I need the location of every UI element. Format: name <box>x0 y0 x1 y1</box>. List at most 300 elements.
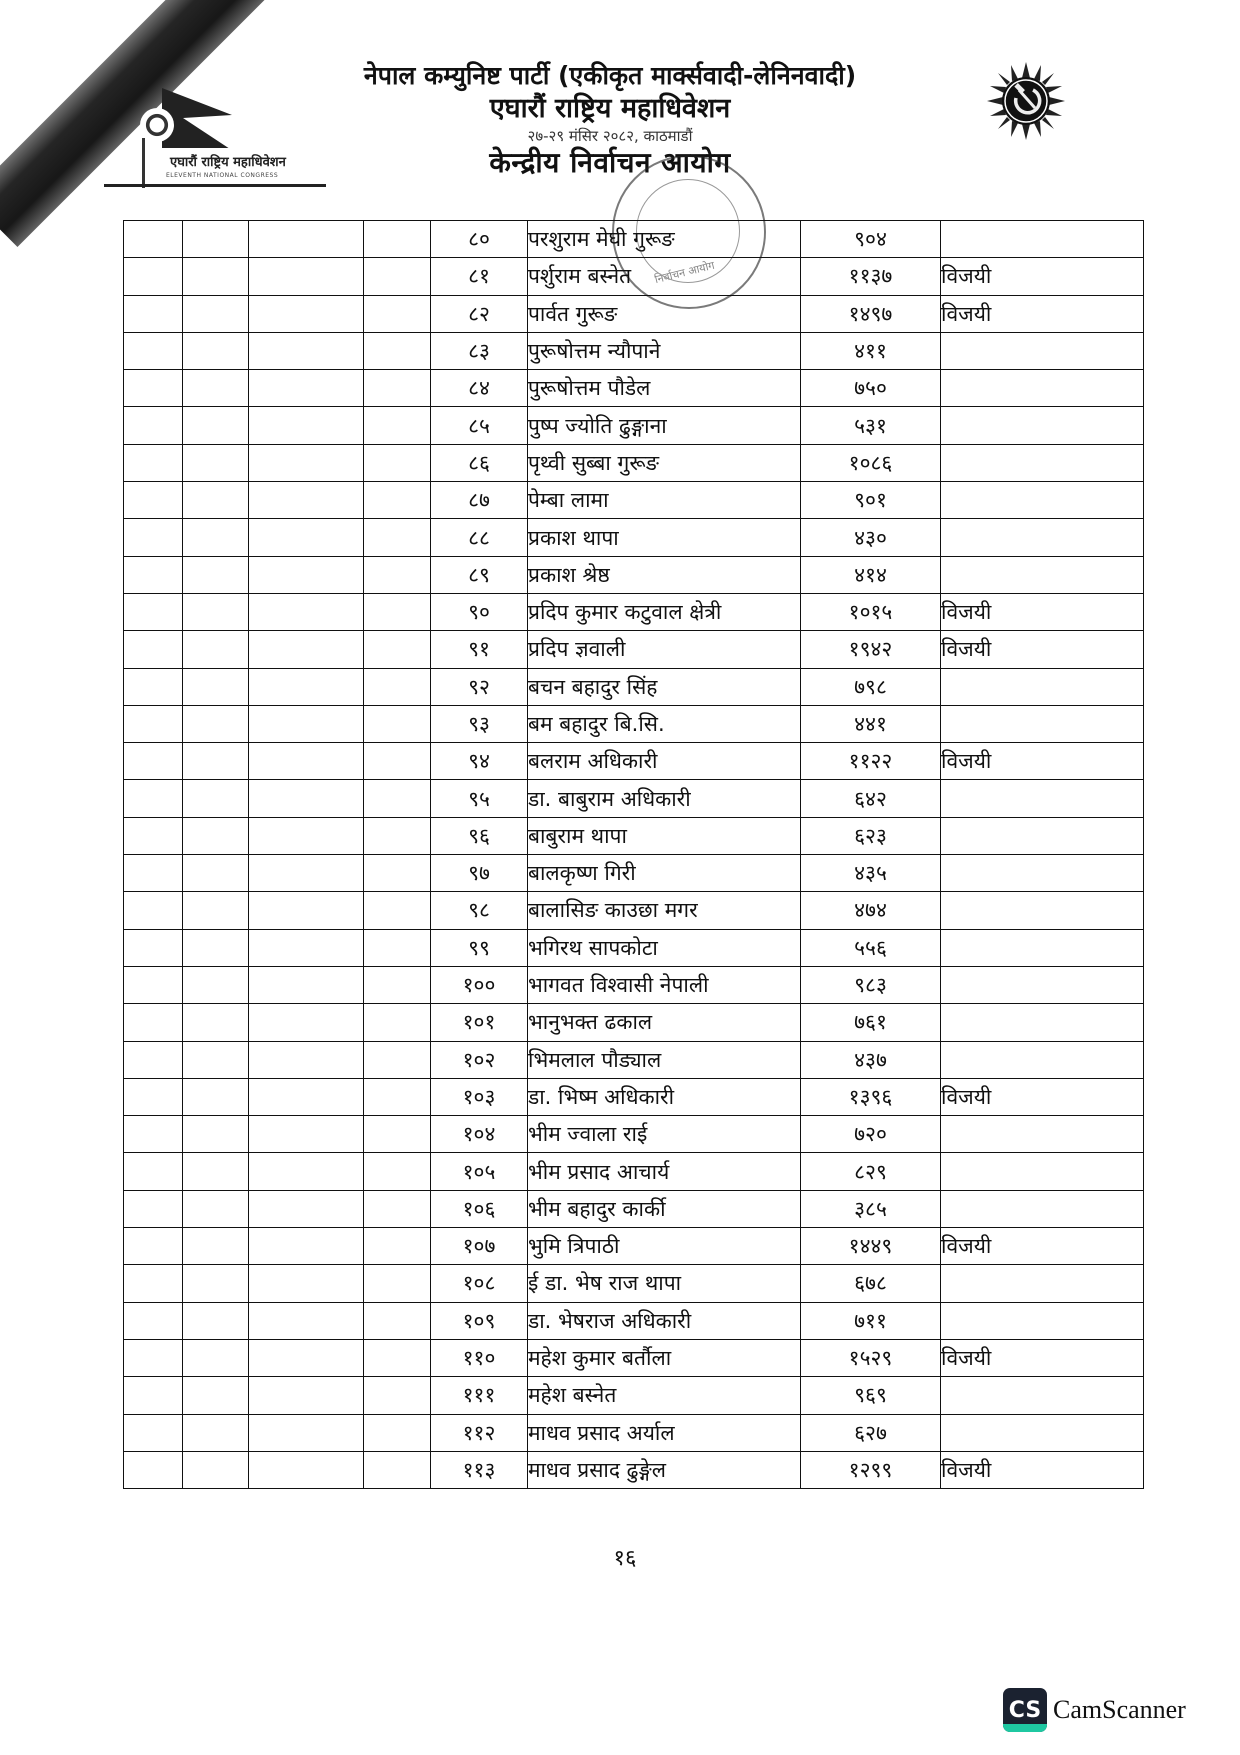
table-row <box>124 780 1144 817</box>
document-header <box>340 60 880 180</box>
table-row <box>124 1078 1144 1115</box>
table-row <box>124 929 1144 966</box>
table-row <box>124 1116 1144 1153</box>
empty-cell <box>183 1153 249 1190</box>
table-row <box>124 668 1144 705</box>
empty-cell <box>249 1377 364 1414</box>
serial-number: ८० <box>431 221 528 258</box>
candidate-name: भीम प्रसाद आचार्य <box>528 1153 801 1190</box>
empty-cell <box>249 1041 364 1078</box>
camscanner-logo-icon: CS <box>1003 1688 1047 1732</box>
table-row <box>124 519 1144 556</box>
vote-count: ११२२ <box>801 743 941 780</box>
sun-icon <box>140 108 174 142</box>
empty-cell <box>124 743 183 780</box>
result-status <box>941 1041 1144 1078</box>
candidate-name: माधव प्रसाद ढुङ्गेल <box>528 1451 801 1488</box>
result-status <box>941 556 1144 593</box>
empty-cell <box>183 855 249 892</box>
result-status <box>941 1414 1144 1451</box>
empty-cell <box>364 258 431 295</box>
candidate-name: पृथ्वी सुब्बा गुरूङ <box>528 444 801 481</box>
serial-number: ९० <box>431 593 528 630</box>
commission-title: केन्द्रीय निर्वाचन आयोग <box>489 146 731 179</box>
empty-cell <box>124 1451 183 1488</box>
serial-number: ८५ <box>431 407 528 444</box>
vote-count: ७६१ <box>801 1004 941 1041</box>
table-row <box>124 1302 1144 1339</box>
vote-count: १०८६ <box>801 444 941 481</box>
result-status: विजयी <box>941 631 1144 668</box>
table-row <box>124 1414 1144 1451</box>
empty-cell <box>183 892 249 929</box>
empty-cell <box>124 631 183 668</box>
serial-number: ८३ <box>431 332 528 369</box>
serial-number: १०३ <box>431 1078 528 1115</box>
serial-number: १०७ <box>431 1228 528 1265</box>
empty-cell <box>364 295 431 332</box>
serial-number: १०४ <box>431 1116 528 1153</box>
vote-count: १९४२ <box>801 631 941 668</box>
vote-count: ४४१ <box>801 705 941 742</box>
empty-cell <box>249 332 364 369</box>
vote-count: ७११ <box>801 1302 941 1339</box>
candidate-name: बालासिङ काउछा मगर <box>528 892 801 929</box>
serial-number: ८२ <box>431 295 528 332</box>
empty-cell <box>364 929 431 966</box>
table-row <box>124 407 1144 444</box>
serial-number: १०१ <box>431 1004 528 1041</box>
empty-cell <box>249 295 364 332</box>
empty-cell <box>183 668 249 705</box>
candidate-name: पुरूषोत्तम न्यौपाने <box>528 332 801 369</box>
empty-cell <box>124 258 183 295</box>
camscanner-watermark <box>1003 1688 1186 1732</box>
table-row <box>124 295 1144 332</box>
empty-cell <box>124 593 183 630</box>
table-row <box>124 258 1144 295</box>
empty-cell <box>249 482 364 519</box>
page-number: १६ <box>613 1546 637 1571</box>
empty-cell <box>249 370 364 407</box>
empty-cell <box>364 556 431 593</box>
candidate-name: बालकृष्ण गिरी <box>528 855 801 892</box>
result-status <box>941 966 1144 1003</box>
empty-cell <box>249 743 364 780</box>
table-row <box>124 855 1144 892</box>
serial-number: ९१ <box>431 631 528 668</box>
empty-cell <box>249 1414 364 1451</box>
serial-number: ९८ <box>431 892 528 929</box>
empty-cell <box>364 1302 431 1339</box>
candidate-name: बम बहादुर बि.सि. <box>528 705 801 742</box>
empty-cell <box>249 1153 364 1190</box>
serial-number: १०५ <box>431 1153 528 1190</box>
empty-cell <box>249 1451 364 1488</box>
result-status <box>941 1265 1144 1302</box>
empty-cell <box>364 1377 431 1414</box>
candidate-name: माधव प्रसाद अर्याल <box>528 1414 801 1451</box>
logo-subtext: ELEVENTH NATIONAL CONGRESS <box>166 172 279 179</box>
candidate-name: पुष्प ज्योति ढुङ्गाना <box>528 407 801 444</box>
result-status: विजयी <box>941 593 1144 630</box>
vote-count: ४३५ <box>801 855 941 892</box>
result-status <box>941 444 1144 481</box>
serial-number: ९२ <box>431 668 528 705</box>
empty-cell <box>124 221 183 258</box>
empty-cell <box>183 743 249 780</box>
empty-cell <box>183 929 249 966</box>
empty-cell <box>249 780 364 817</box>
result-status <box>941 221 1144 258</box>
empty-cell <box>364 1228 431 1265</box>
result-status <box>941 1153 1144 1190</box>
empty-cell <box>249 1078 364 1115</box>
candidate-name: पुरूषोत्तम पौडेल <box>528 370 801 407</box>
vote-count: १४९७ <box>801 295 941 332</box>
empty-cell <box>249 1004 364 1041</box>
empty-cell <box>183 1078 249 1115</box>
serial-number: १०९ <box>431 1302 528 1339</box>
result-status <box>941 668 1144 705</box>
empty-cell <box>249 1228 364 1265</box>
result-status <box>941 929 1144 966</box>
vote-count: १०१५ <box>801 593 941 630</box>
empty-cell <box>183 407 249 444</box>
table-row <box>124 482 1144 519</box>
serial-number: ११३ <box>431 1451 528 1488</box>
logo-text: एघारौं राष्ट्रिय महाधिवेशन <box>170 155 286 170</box>
vote-count: ७९८ <box>801 668 941 705</box>
empty-cell <box>364 743 431 780</box>
table-row <box>124 1041 1144 1078</box>
serial-number: ८६ <box>431 444 528 481</box>
table-row <box>124 1228 1144 1265</box>
table-row <box>124 556 1144 593</box>
table-row <box>124 221 1144 258</box>
serial-number: ८१ <box>431 258 528 295</box>
serial-number: १११ <box>431 1377 528 1414</box>
empty-cell <box>124 444 183 481</box>
result-status: विजयी <box>941 295 1144 332</box>
empty-cell <box>249 1190 364 1227</box>
empty-cell <box>124 482 183 519</box>
convention-logo <box>102 78 326 190</box>
empty-cell <box>249 855 364 892</box>
result-status <box>941 705 1144 742</box>
empty-cell <box>249 258 364 295</box>
table-row <box>124 1339 1144 1376</box>
empty-cell <box>249 705 364 742</box>
empty-cell <box>364 1451 431 1488</box>
empty-cell <box>364 966 431 1003</box>
table-row <box>124 705 1144 742</box>
vote-count: ५३१ <box>801 407 941 444</box>
empty-cell <box>249 892 364 929</box>
empty-cell <box>183 1228 249 1265</box>
empty-cell <box>249 1265 364 1302</box>
serial-number: ९५ <box>431 780 528 817</box>
serial-number: ९३ <box>431 705 528 742</box>
result-status: विजयी <box>941 1451 1144 1488</box>
vote-count: ६२३ <box>801 817 941 854</box>
serial-number: ८७ <box>431 482 528 519</box>
empty-cell <box>183 1302 249 1339</box>
empty-cell <box>364 1153 431 1190</box>
serial-number: १०६ <box>431 1190 528 1227</box>
vote-count: १४४९ <box>801 1228 941 1265</box>
convention-title: एघारौं राष्ट्रिय महाधिवेशन <box>489 93 731 124</box>
empty-cell <box>364 1414 431 1451</box>
empty-cell <box>249 631 364 668</box>
empty-cell <box>249 929 364 966</box>
empty-cell <box>124 1004 183 1041</box>
empty-cell <box>183 1451 249 1488</box>
empty-cell <box>124 1116 183 1153</box>
result-status <box>941 407 1144 444</box>
empty-cell <box>249 1116 364 1153</box>
vote-count: ९०४ <box>801 221 941 258</box>
empty-cell <box>124 556 183 593</box>
candidate-name: डा. भिष्म अधिकारी <box>528 1078 801 1115</box>
vote-count: ३८५ <box>801 1190 941 1227</box>
candidate-name: बाबुराम थापा <box>528 817 801 854</box>
result-status: विजयी <box>941 1078 1144 1115</box>
vote-count: ९६९ <box>801 1377 941 1414</box>
empty-cell <box>249 221 364 258</box>
result-status <box>941 1302 1144 1339</box>
result-status <box>941 892 1144 929</box>
vote-count: १५२९ <box>801 1339 941 1376</box>
date-place: २७-२९ मंसिर २०८२, काठमाडौं <box>527 127 693 145</box>
empty-cell <box>183 258 249 295</box>
empty-cell <box>183 817 249 854</box>
table-row <box>124 631 1144 668</box>
serial-number: १०२ <box>431 1041 528 1078</box>
candidate-name: प्रकाश थापा <box>528 519 801 556</box>
empty-cell <box>249 407 364 444</box>
empty-cell <box>124 668 183 705</box>
empty-cell <box>183 1377 249 1414</box>
vote-count: १२९९ <box>801 1451 941 1488</box>
empty-cell <box>364 1078 431 1115</box>
empty-cell <box>183 593 249 630</box>
serial-number: ९९ <box>431 929 528 966</box>
vote-count: ५५६ <box>801 929 941 966</box>
serial-number: ९७ <box>431 855 528 892</box>
empty-cell <box>249 519 364 556</box>
table-row <box>124 817 1144 854</box>
candidate-name: भीम ज्वाला राई <box>528 1116 801 1153</box>
empty-cell <box>364 519 431 556</box>
empty-cell <box>183 482 249 519</box>
empty-cell <box>183 1116 249 1153</box>
empty-cell <box>183 780 249 817</box>
empty-cell <box>124 1153 183 1190</box>
empty-cell <box>183 966 249 1003</box>
empty-cell <box>249 444 364 481</box>
empty-cell <box>124 705 183 742</box>
camscanner-label: CamScanner <box>1053 1695 1186 1724</box>
empty-cell <box>124 1078 183 1115</box>
candidate-name: परशुराम मेघी गुरूङ <box>528 221 801 258</box>
candidate-name: बचन बहादुर सिंह <box>528 668 801 705</box>
vote-count: ११३७ <box>801 258 941 295</box>
empty-cell <box>364 1116 431 1153</box>
logo-underline <box>104 184 326 187</box>
empty-cell <box>183 370 249 407</box>
empty-cell <box>183 556 249 593</box>
candidate-name: महेश कुमार बर्तौला <box>528 1339 801 1376</box>
table-row <box>124 743 1144 780</box>
candidate-name: महेश बस्नेत <box>528 1377 801 1414</box>
table-row <box>124 332 1144 369</box>
vote-count: १३९६ <box>801 1078 941 1115</box>
empty-cell <box>249 817 364 854</box>
empty-cell <box>249 1302 364 1339</box>
empty-cell <box>364 892 431 929</box>
table-row <box>124 593 1144 630</box>
empty-cell <box>183 705 249 742</box>
empty-cell <box>183 332 249 369</box>
candidate-name: भुमि त्रिपाठी <box>528 1228 801 1265</box>
table-row <box>124 1153 1144 1190</box>
candidate-name: ई डा. भेष राज थापा <box>528 1265 801 1302</box>
empty-cell <box>183 519 249 556</box>
vote-count: ७२० <box>801 1116 941 1153</box>
candidate-name: भिमलाल पौड्याल <box>528 1041 801 1078</box>
empty-cell <box>124 1041 183 1078</box>
empty-cell <box>364 1190 431 1227</box>
flagpole-icon <box>142 138 145 188</box>
empty-cell <box>364 407 431 444</box>
result-status <box>941 1116 1144 1153</box>
empty-cell <box>183 1339 249 1376</box>
empty-cell <box>124 1339 183 1376</box>
empty-cell <box>124 966 183 1003</box>
table-row <box>124 892 1144 929</box>
empty-cell <box>124 519 183 556</box>
vote-count: ७५० <box>801 370 941 407</box>
empty-cell <box>183 221 249 258</box>
empty-cell <box>183 1414 249 1451</box>
empty-cell <box>364 780 431 817</box>
empty-cell <box>364 1339 431 1376</box>
empty-cell <box>364 482 431 519</box>
empty-cell <box>124 855 183 892</box>
table-row <box>124 444 1144 481</box>
empty-cell <box>364 705 431 742</box>
empty-cell <box>124 1414 183 1451</box>
empty-cell <box>249 556 364 593</box>
vote-count: ४३७ <box>801 1041 941 1078</box>
empty-cell <box>249 1339 364 1376</box>
result-status <box>941 1004 1144 1041</box>
candidate-name: डा. बाबुराम अधिकारी <box>528 780 801 817</box>
empty-cell <box>183 295 249 332</box>
empty-cell <box>124 1377 183 1414</box>
vote-count: ४७४ <box>801 892 941 929</box>
empty-cell <box>183 1004 249 1041</box>
empty-cell <box>364 370 431 407</box>
empty-cell <box>364 221 431 258</box>
vote-count: ६४२ <box>801 780 941 817</box>
empty-cell <box>364 817 431 854</box>
empty-cell <box>249 668 364 705</box>
serial-number: ११० <box>431 1339 528 1376</box>
result-status <box>941 817 1144 854</box>
result-status: विजयी <box>941 743 1144 780</box>
candidate-name: डा. भेषराज अधिकारी <box>528 1302 801 1339</box>
stamp-text: निर्वाचन आयोग <box>653 258 716 287</box>
results-table <box>123 220 1144 1489</box>
serial-number: ८८ <box>431 519 528 556</box>
empty-cell <box>124 1190 183 1227</box>
vote-count: ८२९ <box>801 1153 941 1190</box>
serial-number: ९४ <box>431 743 528 780</box>
empty-cell <box>183 1190 249 1227</box>
candidate-name: पर्शुराम बस्नेत <box>528 258 801 295</box>
empty-cell <box>364 855 431 892</box>
table-row <box>124 1377 1144 1414</box>
table-row <box>124 966 1144 1003</box>
empty-cell <box>124 929 183 966</box>
result-status <box>941 482 1144 519</box>
vote-count: ६७८ <box>801 1265 941 1302</box>
vote-count: ६२७ <box>801 1414 941 1451</box>
vote-count: ४३० <box>801 519 941 556</box>
serial-number: १०० <box>431 966 528 1003</box>
result-status <box>941 780 1144 817</box>
empty-cell <box>124 332 183 369</box>
table-row <box>124 370 1144 407</box>
empty-cell <box>124 817 183 854</box>
table-row <box>124 1451 1144 1488</box>
empty-cell <box>364 631 431 668</box>
result-status <box>941 370 1144 407</box>
empty-cell <box>124 780 183 817</box>
candidate-name: भीम बहादुर कार्की <box>528 1190 801 1227</box>
vote-count: ४१४ <box>801 556 941 593</box>
empty-cell <box>124 295 183 332</box>
empty-cell <box>364 593 431 630</box>
candidate-name: प्रदिप कुमार कटुवाल क्षेत्री <box>528 593 801 630</box>
result-status <box>941 855 1144 892</box>
result-status <box>941 1377 1144 1414</box>
empty-cell <box>249 593 364 630</box>
empty-cell <box>364 332 431 369</box>
hammer-sickle-emblem-icon <box>985 60 1067 142</box>
result-status <box>941 519 1144 556</box>
empty-cell <box>124 892 183 929</box>
empty-cell <box>183 1041 249 1078</box>
vote-count: ९८३ <box>801 966 941 1003</box>
candidate-name: प्रदिप ज्ञवाली <box>528 631 801 668</box>
empty-cell <box>124 1265 183 1302</box>
serial-number: ११२ <box>431 1414 528 1451</box>
vote-count: ९०१ <box>801 482 941 519</box>
table-row <box>124 1265 1144 1302</box>
candidate-name: पार्वत गुरूङ <box>528 295 801 332</box>
result-status: विजयी <box>941 258 1144 295</box>
empty-cell <box>124 1228 183 1265</box>
candidate-name: भगिरथ सापकोटा <box>528 929 801 966</box>
result-status <box>941 1190 1144 1227</box>
empty-cell <box>183 1265 249 1302</box>
vote-count: ४११ <box>801 332 941 369</box>
candidate-name: प्रकाश श्रेष्ठ <box>528 556 801 593</box>
serial-number: ९६ <box>431 817 528 854</box>
